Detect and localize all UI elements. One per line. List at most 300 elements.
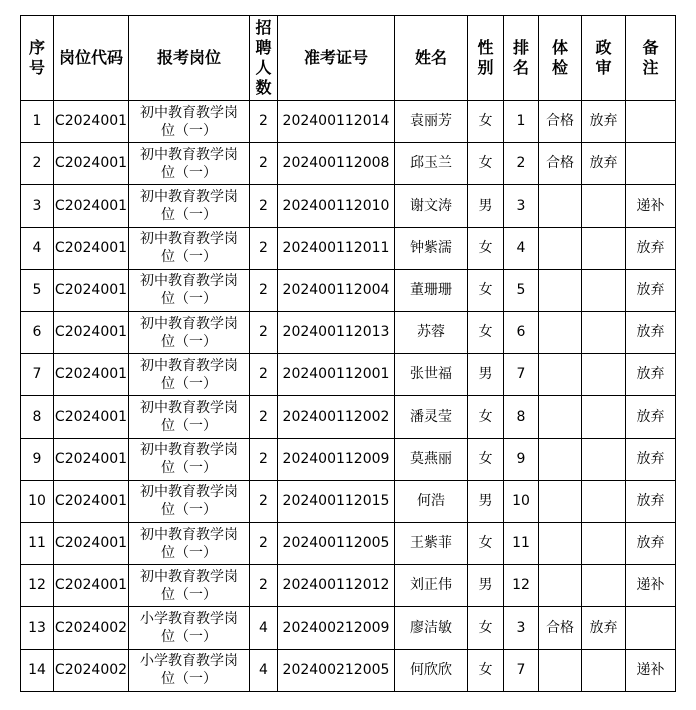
cell-rank xyxy=(504,143,539,185)
cell-ticket-no-text: 202400112014 xyxy=(282,113,390,130)
cell-ticket-no xyxy=(278,480,395,522)
table-row xyxy=(21,480,676,522)
header-hire-count-text: 招聘人数 xyxy=(255,18,272,97)
cell-seq-text: 6 xyxy=(32,324,42,341)
cell-physical xyxy=(539,523,582,565)
cell-post-name xyxy=(129,438,250,480)
cell-ticket-no xyxy=(278,227,395,269)
header-remarks xyxy=(626,16,676,101)
cell-post-code xyxy=(54,565,129,607)
cell-ticket-no-text: 202400112002 xyxy=(282,408,390,425)
cell-rank-text: 4 xyxy=(516,239,526,256)
cell-gender-text: 女 xyxy=(478,450,493,467)
cell-hire-count-text: 2 xyxy=(259,239,268,256)
cell-hire-count xyxy=(250,649,278,691)
cell-seq-text: 1 xyxy=(32,113,42,130)
cell-remarks-text: 放弃 xyxy=(636,281,665,298)
cell-post-code-text: C2024001 xyxy=(54,113,128,130)
table-row xyxy=(21,354,676,396)
cell-seq xyxy=(21,312,54,354)
cell-gender xyxy=(468,312,504,354)
cell-gender xyxy=(468,607,504,649)
cell-remarks xyxy=(626,438,676,480)
cell-hire-count-text: 2 xyxy=(259,535,268,552)
cell-political xyxy=(582,438,626,480)
cell-rank xyxy=(504,269,539,311)
cell-ticket-no-text: 202400112004 xyxy=(282,281,390,298)
cell-gender xyxy=(468,523,504,565)
cell-post-code-text: C2024001 xyxy=(54,366,128,383)
cell-gender-text: 女 xyxy=(478,661,493,678)
cell-name-text: 何浩 xyxy=(417,492,445,509)
header-row xyxy=(21,16,676,101)
header-political xyxy=(582,16,626,101)
cell-gender xyxy=(468,227,504,269)
cell-political xyxy=(582,649,626,691)
cell-remarks xyxy=(626,269,676,311)
cell-hire-count-text: 4 xyxy=(259,661,268,678)
cell-hire-count-text: 2 xyxy=(259,113,268,130)
cell-seq-text: 5 xyxy=(32,281,42,298)
cell-rank-text: 9 xyxy=(516,450,526,467)
cell-post-code xyxy=(54,354,129,396)
cell-ticket-no-text: 202400112010 xyxy=(282,197,390,214)
candidate-table xyxy=(20,15,676,692)
cell-name-text: 袁丽芳 xyxy=(410,113,452,130)
cell-hire-count xyxy=(250,354,278,396)
cell-post-code-text: C2024001 xyxy=(54,535,128,552)
cell-name-text: 何欣欣 xyxy=(410,661,452,678)
cell-post-name-text: 初中教育教学岗位（一） xyxy=(140,400,238,435)
cell-rank xyxy=(504,438,539,480)
cell-rank-text: 12 xyxy=(512,577,530,594)
header-political-text: 政审 xyxy=(595,38,612,77)
header-rank xyxy=(504,16,539,101)
cell-ticket-no xyxy=(278,354,395,396)
cell-ticket-no-text: 202400112001 xyxy=(282,366,390,383)
cell-hire-count xyxy=(250,565,278,607)
cell-rank xyxy=(504,607,539,649)
cell-physical xyxy=(539,438,582,480)
cell-post-name-text: 小学教育教学岗位（一） xyxy=(140,611,238,646)
cell-post-code xyxy=(54,269,129,311)
cell-seq-text: 12 xyxy=(28,577,46,594)
header-rank-text: 排名 xyxy=(512,38,529,77)
cell-physical xyxy=(539,396,582,438)
cell-political xyxy=(582,143,626,185)
cell-hire-count-text: 2 xyxy=(259,324,268,341)
header-remarks-text: 备注 xyxy=(642,38,659,77)
cell-remarks-text: 递补 xyxy=(636,577,665,594)
cell-rank-text: 7 xyxy=(516,366,526,383)
cell-rank-text: 1 xyxy=(516,113,526,130)
table-row xyxy=(21,523,676,565)
table-header xyxy=(21,16,676,101)
cell-ticket-no-text: 202400112013 xyxy=(282,324,390,341)
cell-post-name xyxy=(129,480,250,522)
table-row xyxy=(21,143,676,185)
header-post-name xyxy=(129,16,250,101)
cell-post-code-text: C2024001 xyxy=(54,197,128,214)
cell-hire-count xyxy=(250,607,278,649)
cell-political xyxy=(582,565,626,607)
cell-ticket-no xyxy=(278,565,395,607)
cell-post-code-text: C2024001 xyxy=(54,155,128,172)
cell-post-code xyxy=(54,523,129,565)
table-row xyxy=(21,396,676,438)
cell-name xyxy=(395,101,468,143)
header-name-text: 姓名 xyxy=(414,48,447,67)
cell-ticket-no-text: 202400112015 xyxy=(282,492,390,509)
cell-physical xyxy=(539,312,582,354)
cell-rank-text: 2 xyxy=(516,155,526,172)
cell-post-name xyxy=(129,354,250,396)
cell-ticket-no xyxy=(278,438,395,480)
cell-post-name xyxy=(129,649,250,691)
cell-physical-text: 合格 xyxy=(546,113,574,130)
cell-remarks xyxy=(626,649,676,691)
cell-hire-count xyxy=(250,438,278,480)
cell-seq xyxy=(21,607,54,649)
cell-name xyxy=(395,480,468,522)
header-gender-text: 性别 xyxy=(477,38,494,77)
cell-name-text: 谢文涛 xyxy=(410,197,452,214)
cell-post-code-text: C2024001 xyxy=(54,324,128,341)
cell-hire-count xyxy=(250,523,278,565)
cell-seq xyxy=(21,565,54,607)
cell-seq xyxy=(21,396,54,438)
cell-name xyxy=(395,185,468,227)
cell-post-code xyxy=(54,649,129,691)
table-row xyxy=(21,649,676,691)
cell-gender-text: 女 xyxy=(478,239,493,256)
cell-seq xyxy=(21,269,54,311)
cell-hire-count-text: 4 xyxy=(259,619,268,636)
cell-rank xyxy=(504,523,539,565)
cell-seq-text: 4 xyxy=(32,239,42,256)
cell-political-text: 放弃 xyxy=(589,619,618,636)
cell-rank xyxy=(504,185,539,227)
cell-name xyxy=(395,227,468,269)
cell-gender xyxy=(468,649,504,691)
cell-ticket-no-text: 202400212005 xyxy=(282,661,390,678)
cell-physical xyxy=(539,101,582,143)
cell-remarks-text: 放弃 xyxy=(636,450,665,467)
cell-ticket-no xyxy=(278,269,395,311)
cell-name-text: 王紫菲 xyxy=(410,535,452,552)
cell-post-name xyxy=(129,396,250,438)
cell-remarks xyxy=(626,185,676,227)
cell-physical-text: 合格 xyxy=(546,155,574,172)
cell-name-text: 莫燕丽 xyxy=(410,450,452,467)
cell-rank-text: 7 xyxy=(516,661,526,678)
cell-gender-text: 女 xyxy=(478,324,493,341)
cell-post-code xyxy=(54,101,129,143)
cell-remarks xyxy=(626,101,676,143)
cell-post-code-text: C2024001 xyxy=(54,450,128,467)
cell-physical xyxy=(539,143,582,185)
cell-ticket-no-text: 202400112005 xyxy=(282,535,390,552)
header-physical-text: 体检 xyxy=(551,38,568,77)
cell-name xyxy=(395,269,468,311)
cell-remarks-text: 递补 xyxy=(636,661,665,678)
cell-remarks xyxy=(626,396,676,438)
cell-ticket-no-text: 202400112012 xyxy=(282,577,390,594)
cell-seq-text: 8 xyxy=(32,408,42,425)
cell-rank xyxy=(504,396,539,438)
cell-rank-text: 6 xyxy=(516,324,526,341)
cell-name xyxy=(395,649,468,691)
cell-gender-text: 女 xyxy=(478,408,493,425)
cell-seq-text: 11 xyxy=(28,535,46,552)
cell-political-text: 放弃 xyxy=(589,155,618,172)
cell-hire-count xyxy=(250,396,278,438)
cell-post-name-text: 初中教育教学岗位（一） xyxy=(140,231,238,266)
cell-ticket-no xyxy=(278,143,395,185)
cell-name-text: 刘正伟 xyxy=(410,577,452,594)
cell-seq xyxy=(21,438,54,480)
table-row xyxy=(21,269,676,311)
cell-name xyxy=(395,396,468,438)
cell-seq xyxy=(21,480,54,522)
cell-name xyxy=(395,438,468,480)
cell-post-name-text: 小学教育教学岗位（一） xyxy=(140,653,238,688)
cell-remarks xyxy=(626,565,676,607)
cell-seq-text: 3 xyxy=(32,197,42,214)
table-row xyxy=(21,565,676,607)
cell-rank xyxy=(504,101,539,143)
cell-physical xyxy=(539,480,582,522)
cell-ticket-no xyxy=(278,185,395,227)
cell-remarks xyxy=(626,523,676,565)
table-row xyxy=(21,185,676,227)
cell-political xyxy=(582,312,626,354)
cell-gender-text: 女 xyxy=(478,113,493,130)
cell-seq-text: 14 xyxy=(28,661,46,678)
cell-remarks-text: 放弃 xyxy=(636,239,665,256)
cell-name-text: 潘灵莹 xyxy=(410,408,452,425)
cell-seq-text: 7 xyxy=(32,366,42,383)
cell-post-code xyxy=(54,312,129,354)
cell-post-name-text: 初中教育教学岗位（一） xyxy=(140,189,238,223)
cell-post-name-text: 初中教育教学岗位（一） xyxy=(140,273,238,308)
cell-ticket-no-text: 202400212009 xyxy=(282,619,390,636)
cell-seq xyxy=(21,185,54,227)
cell-seq xyxy=(21,523,54,565)
header-post-code-text: 岗位代码 xyxy=(58,48,123,67)
header-name xyxy=(395,16,468,101)
cell-gender-text: 男 xyxy=(478,577,493,594)
cell-post-code xyxy=(54,396,129,438)
cell-remarks xyxy=(626,607,676,649)
cell-seq xyxy=(21,227,54,269)
cell-rank-text: 5 xyxy=(516,281,526,298)
cell-seq xyxy=(21,354,54,396)
cell-rank xyxy=(504,354,539,396)
cell-ticket-no xyxy=(278,396,395,438)
cell-hire-count-text: 2 xyxy=(259,155,268,172)
cell-physical xyxy=(539,607,582,649)
cell-post-name-text: 初中教育教学岗位（一） xyxy=(140,357,238,392)
cell-political xyxy=(582,354,626,396)
cell-gender xyxy=(468,565,504,607)
cell-rank-text: 10 xyxy=(512,492,530,509)
cell-name xyxy=(395,565,468,607)
cell-hire-count-text: 2 xyxy=(259,492,268,509)
cell-post-code-text: C2024002 xyxy=(54,661,128,678)
cell-political xyxy=(582,185,626,227)
cell-rank-text: 3 xyxy=(516,197,526,214)
cell-rank xyxy=(504,649,539,691)
cell-political-text: 放弃 xyxy=(589,113,618,130)
cell-name xyxy=(395,523,468,565)
cell-seq-text: 13 xyxy=(28,619,46,636)
cell-name-text: 钟紫濡 xyxy=(410,239,452,256)
cell-post-code xyxy=(54,185,129,227)
table-row xyxy=(21,101,676,143)
cell-physical xyxy=(539,354,582,396)
cell-post-name xyxy=(129,607,250,649)
cell-post-code-text: C2024001 xyxy=(54,577,128,594)
cell-ticket-no xyxy=(278,523,395,565)
cell-remarks xyxy=(626,480,676,522)
cell-gender xyxy=(468,269,504,311)
cell-ticket-no xyxy=(278,649,395,691)
cell-post-code xyxy=(54,143,129,185)
cell-post-code-text: C2024001 xyxy=(54,492,128,509)
cell-gender xyxy=(468,101,504,143)
cell-post-code-text: C2024001 xyxy=(54,281,128,298)
cell-political xyxy=(582,396,626,438)
cell-post-code xyxy=(54,227,129,269)
cell-ticket-no xyxy=(278,607,395,649)
cell-hire-count-text: 2 xyxy=(259,197,268,214)
cell-rank-text: 8 xyxy=(516,408,526,425)
table-body xyxy=(21,101,676,692)
header-hire-count xyxy=(250,16,278,101)
cell-name xyxy=(395,312,468,354)
cell-gender xyxy=(468,480,504,522)
cell-post-name xyxy=(129,143,250,185)
cell-rank xyxy=(504,565,539,607)
cell-post-name xyxy=(129,269,250,311)
cell-political xyxy=(582,101,626,143)
cell-post-code xyxy=(54,438,129,480)
cell-physical xyxy=(539,565,582,607)
cell-remarks-text: 放弃 xyxy=(636,535,665,552)
header-seq xyxy=(21,16,54,101)
cell-ticket-no xyxy=(278,101,395,143)
cell-post-code xyxy=(54,480,129,522)
cell-post-name-text: 初中教育教学岗位（一） xyxy=(140,146,238,181)
cell-rank xyxy=(504,480,539,522)
cell-remarks-text: 放弃 xyxy=(636,366,665,383)
cell-name xyxy=(395,143,468,185)
cell-hire-count-text: 2 xyxy=(259,577,268,594)
cell-rank xyxy=(504,312,539,354)
cell-rank-text: 3 xyxy=(516,619,526,636)
cell-gender-text: 男 xyxy=(478,366,493,383)
cell-hire-count xyxy=(250,143,278,185)
cell-remarks-text: 递补 xyxy=(636,197,665,214)
cell-hire-count-text: 2 xyxy=(259,408,268,425)
cell-remarks xyxy=(626,312,676,354)
cell-physical-text: 合格 xyxy=(546,619,574,636)
cell-seq xyxy=(21,101,54,143)
header-physical xyxy=(539,16,582,101)
cell-seq-text: 2 xyxy=(32,155,42,172)
cell-hire-count xyxy=(250,227,278,269)
cell-post-code-text: C2024002 xyxy=(54,619,128,636)
cell-political xyxy=(582,523,626,565)
cell-name-text: 苏蓉 xyxy=(417,324,445,341)
cell-post-name-text: 初中教育教学岗位（一） xyxy=(140,442,238,477)
cell-remarks xyxy=(626,354,676,396)
cell-physical xyxy=(539,269,582,311)
cell-political xyxy=(582,269,626,311)
cell-political xyxy=(582,227,626,269)
cell-gender-text: 女 xyxy=(478,619,493,636)
cell-gender-text: 女 xyxy=(478,535,493,552)
cell-name xyxy=(395,354,468,396)
cell-seq xyxy=(21,143,54,185)
cell-name xyxy=(395,607,468,649)
cell-ticket-no xyxy=(278,312,395,354)
cell-name-text: 张世福 xyxy=(410,366,452,383)
cell-political xyxy=(582,607,626,649)
cell-post-name xyxy=(129,312,250,354)
cell-hire-count xyxy=(250,101,278,143)
table-row xyxy=(21,607,676,649)
cell-hire-count xyxy=(250,269,278,311)
cell-political xyxy=(582,480,626,522)
cell-seq-text: 10 xyxy=(28,492,46,509)
cell-remarks-text: 放弃 xyxy=(636,492,665,509)
cell-hire-count xyxy=(250,480,278,522)
header-gender xyxy=(468,16,504,101)
header-seq-text: 序号 xyxy=(28,38,45,77)
cell-gender xyxy=(468,185,504,227)
cell-hire-count-text: 2 xyxy=(259,450,268,467)
cell-hire-count xyxy=(250,312,278,354)
cell-gender xyxy=(468,143,504,185)
cell-gender-text: 女 xyxy=(478,155,493,172)
cell-physical xyxy=(539,649,582,691)
cell-remarks-text: 放弃 xyxy=(636,408,665,425)
cell-post-name xyxy=(129,523,250,565)
cell-name-text: 董珊珊 xyxy=(410,281,452,298)
header-post-name-text: 报考岗位 xyxy=(156,48,221,67)
cell-post-name-text: 初中教育教学岗位（一） xyxy=(140,484,238,519)
cell-post-code xyxy=(54,607,129,649)
cell-post-name-text: 初中教育教学岗位（一） xyxy=(140,315,238,350)
cell-post-name xyxy=(129,185,250,227)
cell-physical xyxy=(539,227,582,269)
cell-post-name-text: 初中教育教学岗位（一） xyxy=(140,568,238,603)
cell-post-name xyxy=(129,565,250,607)
cell-remarks xyxy=(626,227,676,269)
cell-ticket-no-text: 202400112009 xyxy=(282,450,390,467)
cell-post-name xyxy=(129,101,250,143)
cell-gender xyxy=(468,354,504,396)
cell-seq xyxy=(21,649,54,691)
cell-remarks-text: 放弃 xyxy=(636,324,665,341)
cell-hire-count xyxy=(250,185,278,227)
cell-post-code-text: C2024001 xyxy=(54,408,128,425)
cell-gender-text: 男 xyxy=(478,197,493,214)
cell-hire-count-text: 2 xyxy=(259,281,268,298)
table-row xyxy=(21,312,676,354)
